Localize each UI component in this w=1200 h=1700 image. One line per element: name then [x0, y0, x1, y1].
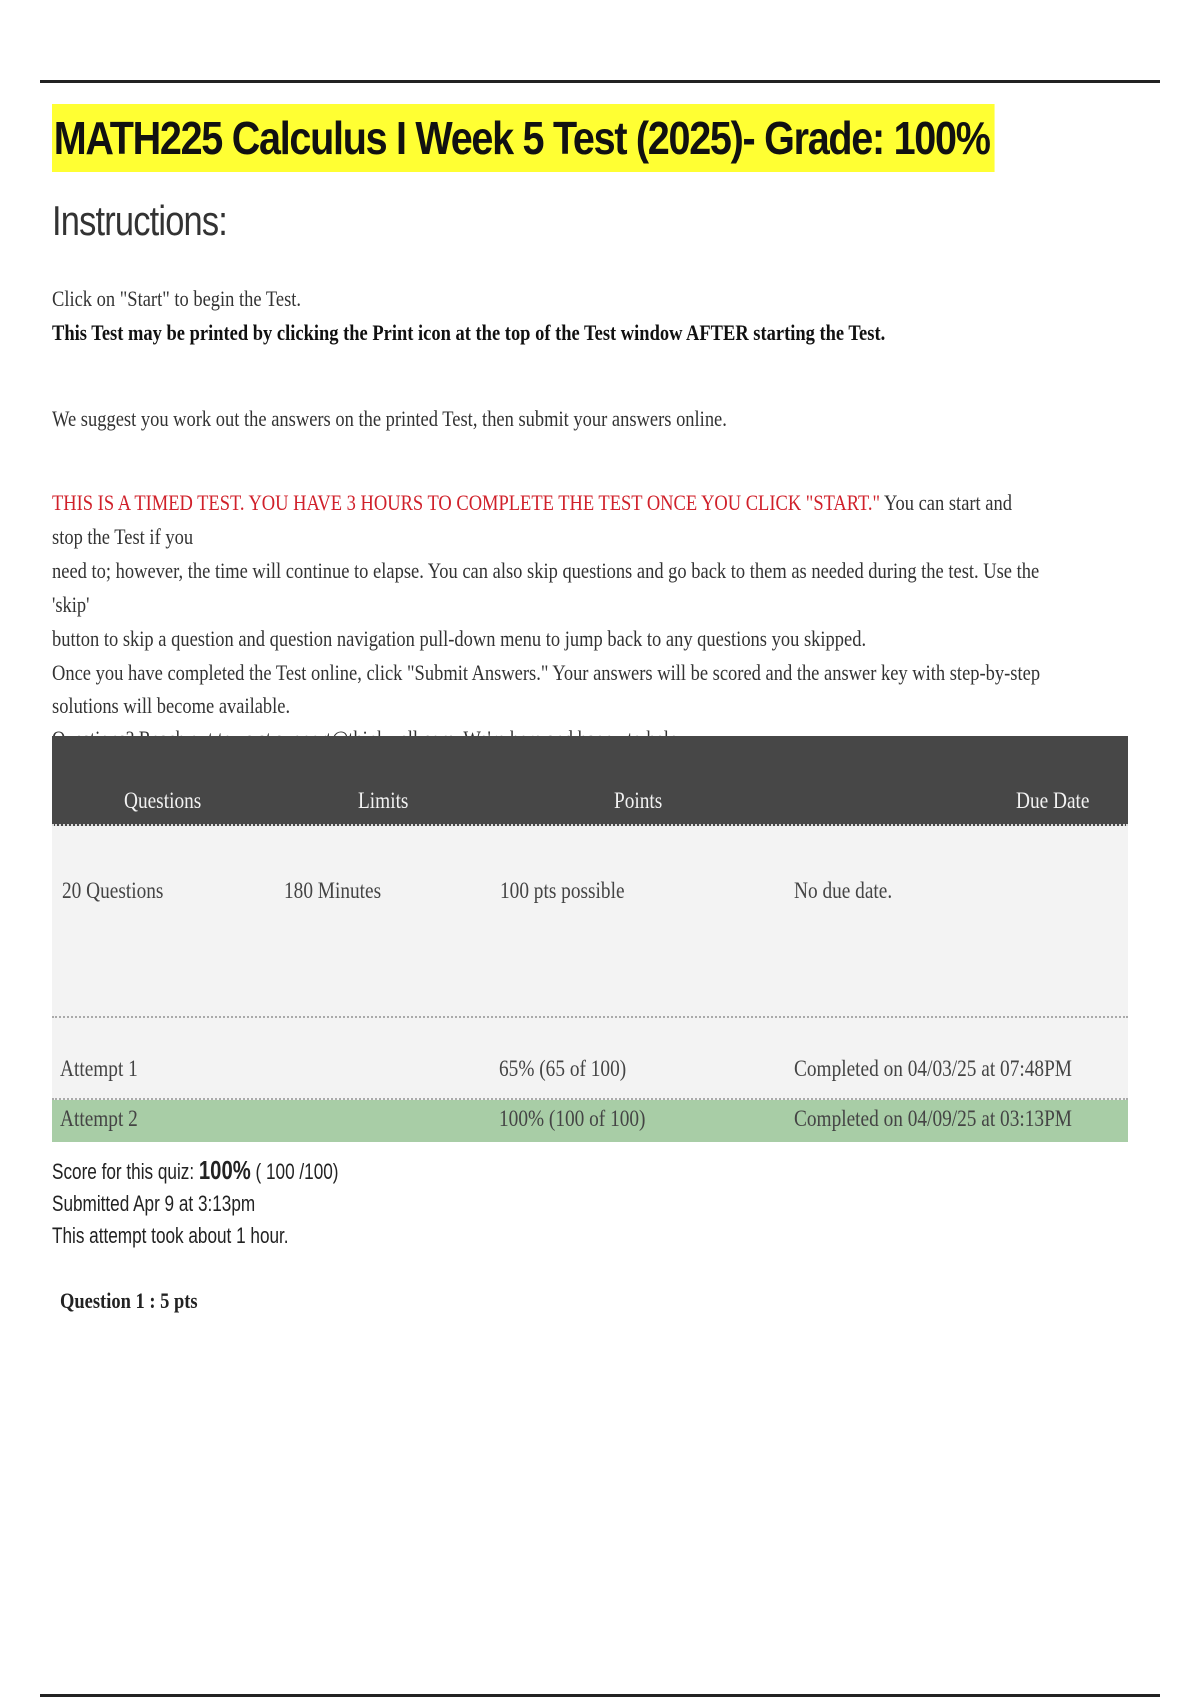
- submit-line-1: Once you have completed the Test online, click "Submit Answers." Your answers will be scored and the answer key with step-by-step: [52, 660, 1041, 685]
- score-line: [52, 1154, 339, 1188]
- submitted-time: Submitted Apr 9 at 3:13pm: [52, 1191, 256, 1216]
- cell-questions: 20 Questions: [62, 878, 164, 903]
- instruction-start: Click on "Start" to begin the Test.: [52, 286, 302, 311]
- header-limits: Limits: [358, 788, 409, 813]
- attempt-completed: Completed on 04/09/25 at 03:13PM: [794, 1106, 1073, 1131]
- attempt-completed: Completed on 04/03/25 at 07:48PM: [794, 1056, 1073, 1081]
- score-detail: ( 100 /100): [255, 1159, 339, 1184]
- timed-line-3: button to skip a question and question navigation pull-down menu to jump back to any questions you skipped.: [52, 626, 867, 651]
- attempt-score: 65% (65 of 100): [499, 1056, 627, 1081]
- score-value: 100%: [198, 1155, 251, 1185]
- attempt-label: Attempt 2: [60, 1106, 138, 1131]
- attempt-score: 100% (100 of 100): [499, 1106, 646, 1131]
- page-title: MATH225 Calculus I Week 5 Test (2025)- Grade: 100%: [52, 104, 995, 172]
- cell-limits: 180 Minutes: [284, 878, 382, 903]
- attempt-row-best: [52, 1100, 1128, 1142]
- attempt-label: Attempt 1: [60, 1056, 138, 1081]
- bottom-rule: [40, 1694, 1160, 1697]
- attempt-duration: This attempt took about 1 hour.: [52, 1223, 289, 1248]
- table-header: [52, 736, 1128, 826]
- test-info-table: [52, 736, 1128, 1142]
- submit-line-2: solutions will become available.: [52, 693, 291, 718]
- top-rule: [40, 80, 1160, 83]
- header-due-date: Due Date: [1016, 788, 1090, 813]
- table-row: [52, 826, 1128, 1018]
- header-points: Points: [614, 788, 663, 813]
- cell-due-date: No due date.: [794, 878, 893, 903]
- instruction-print: This Test may be printed by clicking the Print icon at the top of the Test window AFTER starting the Test.: [52, 320, 886, 345]
- attempt-row: [52, 1018, 1128, 1100]
- cell-points: 100 pts possible: [500, 878, 625, 903]
- instructions-heading: Instructions:: [52, 197, 228, 244]
- instruction-suggest: We suggest you work out the answers on the printed Test, then submit your answers online.: [52, 406, 727, 431]
- timed-line-2: need to; however, the time will continue to elapse. You can also skip questions and go back to them as needed during the test. Use the 'skip': [52, 558, 1040, 617]
- header-questions: Questions: [124, 788, 202, 813]
- score-label: Score for this quiz:: [52, 1159, 195, 1184]
- timed-instructions: [52, 486, 1043, 756]
- question-label: Question 1 : 5 pts: [60, 1288, 198, 1313]
- score-summary: [52, 1154, 339, 1252]
- timed-warning-rest: You can start and stop the Test if you: [52, 490, 1012, 549]
- timed-warning: THIS IS A TIMED TEST. YOU HAVE 3 HOURS TO COMPLETE THE TEST ONCE YOU CLICK "START.": [52, 490, 881, 515]
